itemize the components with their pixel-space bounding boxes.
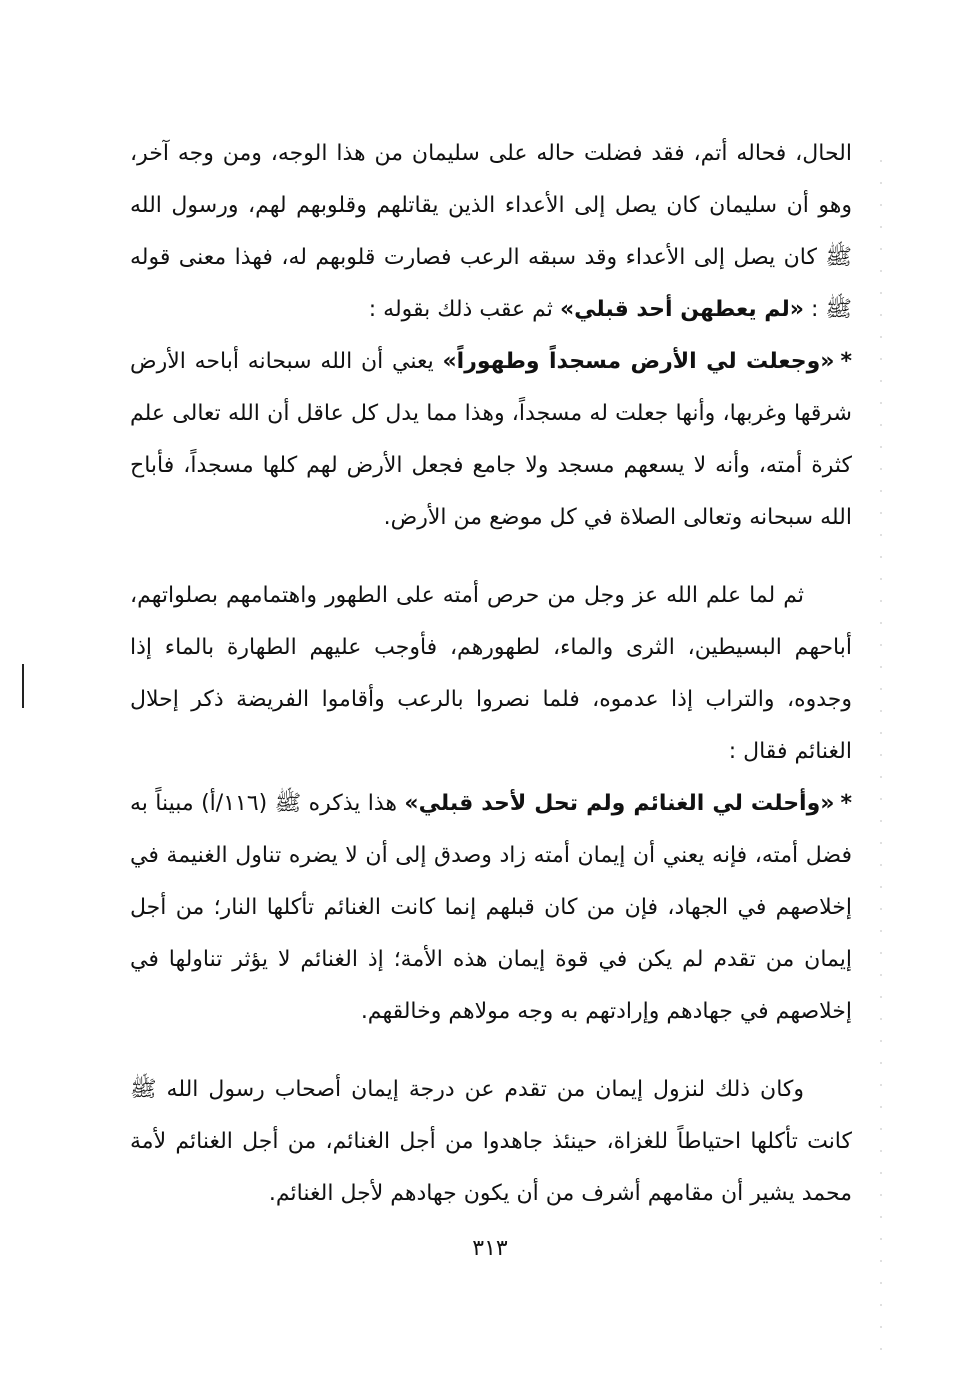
paragraph-2-text: يعني أن الله سبحانه أباحه الأرض شرقها وغربها، وأنها جعلت له مسجداً، وهذا مما يدل كل عاقل أن الله تعالى علم كثرة أمته، وأنه لا يسعهم مسجد ولا جامع فجعل الأرض لهم كلها مسجداً، فأباح الله سبحانه وتعالى الصلاة في كل موضع من الأرض. bbox=[130, 349, 852, 530]
page-body bbox=[130, 128, 852, 1220]
paragraph-1-text: الحال، فحاله أتم، فقد فضلت حاله على سليمان من هذا الوجه، ومن وجه آخر، وهو أن سليمان كان يصل إلى الأعداء الذين يقاتلهم وقلوبهم لهم، ورسول الله ﷺ كان يصل إلى الأعداء وقد سبقه الرعب فصارت قلوبهم له، فهذا معنى قوله ﷺ : bbox=[130, 141, 852, 322]
paragraph-3 bbox=[130, 570, 852, 778]
paragraph-1-after: ثم عقب ذلك بقوله : bbox=[368, 297, 560, 322]
paragraph-5 bbox=[130, 1064, 852, 1220]
margin-mark bbox=[22, 664, 24, 708]
paragraph-5-text: وكان ذلك لنزول إيمان من تقدم عن درجة إيمان أصحاب رسول الله ﷺ كانت تأكلها احتياطاً للغزاة، حينئذ جاهدوا من أجل الغنائم، من أجل الغنائم لأمة محمد يشير أن مقامهم أشرف من أن يكون جهادهم لأجل الغنائم. bbox=[130, 1077, 852, 1206]
hadith-quote-1: «لم يعطهن أحد قبلي» bbox=[559, 297, 805, 322]
star-marker: * bbox=[840, 349, 852, 374]
paragraph-2 bbox=[130, 336, 852, 544]
hadith-quote-2: «وجعلت لي الأرض مسجداً وطهوراً» bbox=[442, 349, 835, 374]
page-number: ٣١٣ bbox=[472, 1236, 508, 1261]
star-marker: * bbox=[840, 791, 852, 816]
paragraph-3-text: ثم لما علم الله عز وجل من حرص أمته على الطهور واهتمامهم بصلواتهم، أباحهم البسيطين، الثرى والماء، لطهورهم، فأوجب عليهم الطهارة بالماء إذا وجدوه، والتراب إذا عدموه، فلما نصروا بالرعب وأقاموا الفريضة ذكر إحلال الغنائم فقال : bbox=[130, 583, 852, 764]
hadith-quote-3: «وأحلت لي الغنائم ولم تحل لأحد قبلي» bbox=[404, 791, 835, 816]
scan-dot-artifacts bbox=[880, 150, 882, 1350]
paragraph-4-text: هذا يذكره ﷺ (١١٦/أ) مبيناً به فضل أمته، فإنه يعني أن إيمان أمته زاد وصدق إلى أن لا يضره تناول الغنيمة في إخلاصهم في الجهاد، فإن من كان قبلهم إنما كانت الغنائم تأكلها النار؛ من أجل إيمان من تقدم لم يكن في قوة إيمان هذه الأمة؛ إذ الغنائم لا يؤثر تناولها في إخلاصهم في جهادهم وإرادتهم به وجه مولاهم وخالقهم. bbox=[130, 791, 852, 1024]
paragraph-1 bbox=[130, 128, 852, 336]
paragraph-4 bbox=[130, 778, 852, 1038]
